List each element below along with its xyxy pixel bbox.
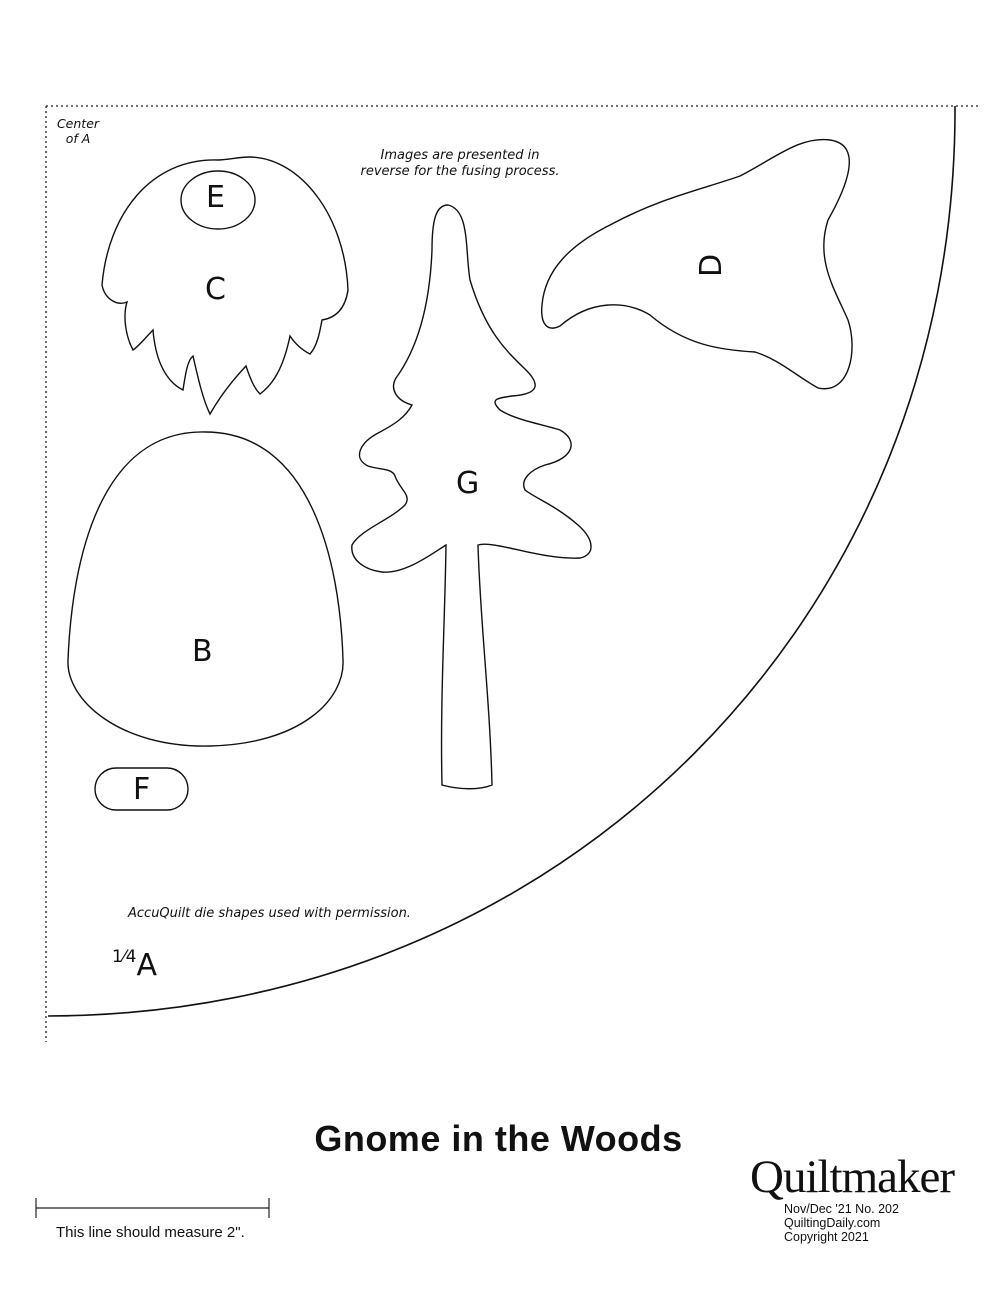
quarter-a-fraction: 1⁄4 [112, 947, 137, 967]
reverse-note-line-2: reverse for the fusing process. [360, 164, 560, 179]
piece-e-label: E [206, 180, 225, 215]
reverse-note-line-1: Images are presented in [380, 148, 540, 163]
piece-g-label: G [456, 466, 480, 501]
pattern-title: Gnome in the Woods [314, 1118, 683, 1159]
reverse-note [345, 148, 575, 180]
piece-b-label: B [192, 634, 213, 669]
issue-text: Nov/Dec '21 No. 202 [784, 1202, 899, 1216]
quarter-arc-outline [48, 106, 955, 1016]
piece-f-label: F [133, 772, 151, 807]
piece-b-outline [68, 432, 343, 746]
piece-d-label: D [694, 253, 730, 278]
measure-note: This line should measure 2". [56, 1224, 245, 1241]
brand-info [784, 1202, 899, 1244]
quarter-a-label [112, 948, 157, 983]
center-of-a-line-2: of A [65, 131, 91, 146]
center-of-a-note [52, 116, 104, 146]
permission-note: AccuQuilt die shapes used with permission. [128, 906, 411, 921]
copyright-text: Copyright 2021 [784, 1230, 869, 1244]
center-of-a-line-1: Center [56, 116, 100, 131]
quarter-a-letter: A [136, 948, 158, 983]
piece-c-label: C [205, 272, 226, 307]
website-text: QuiltingDaily.com [784, 1216, 881, 1230]
brand-logo: Quiltmaker [750, 1151, 955, 1203]
